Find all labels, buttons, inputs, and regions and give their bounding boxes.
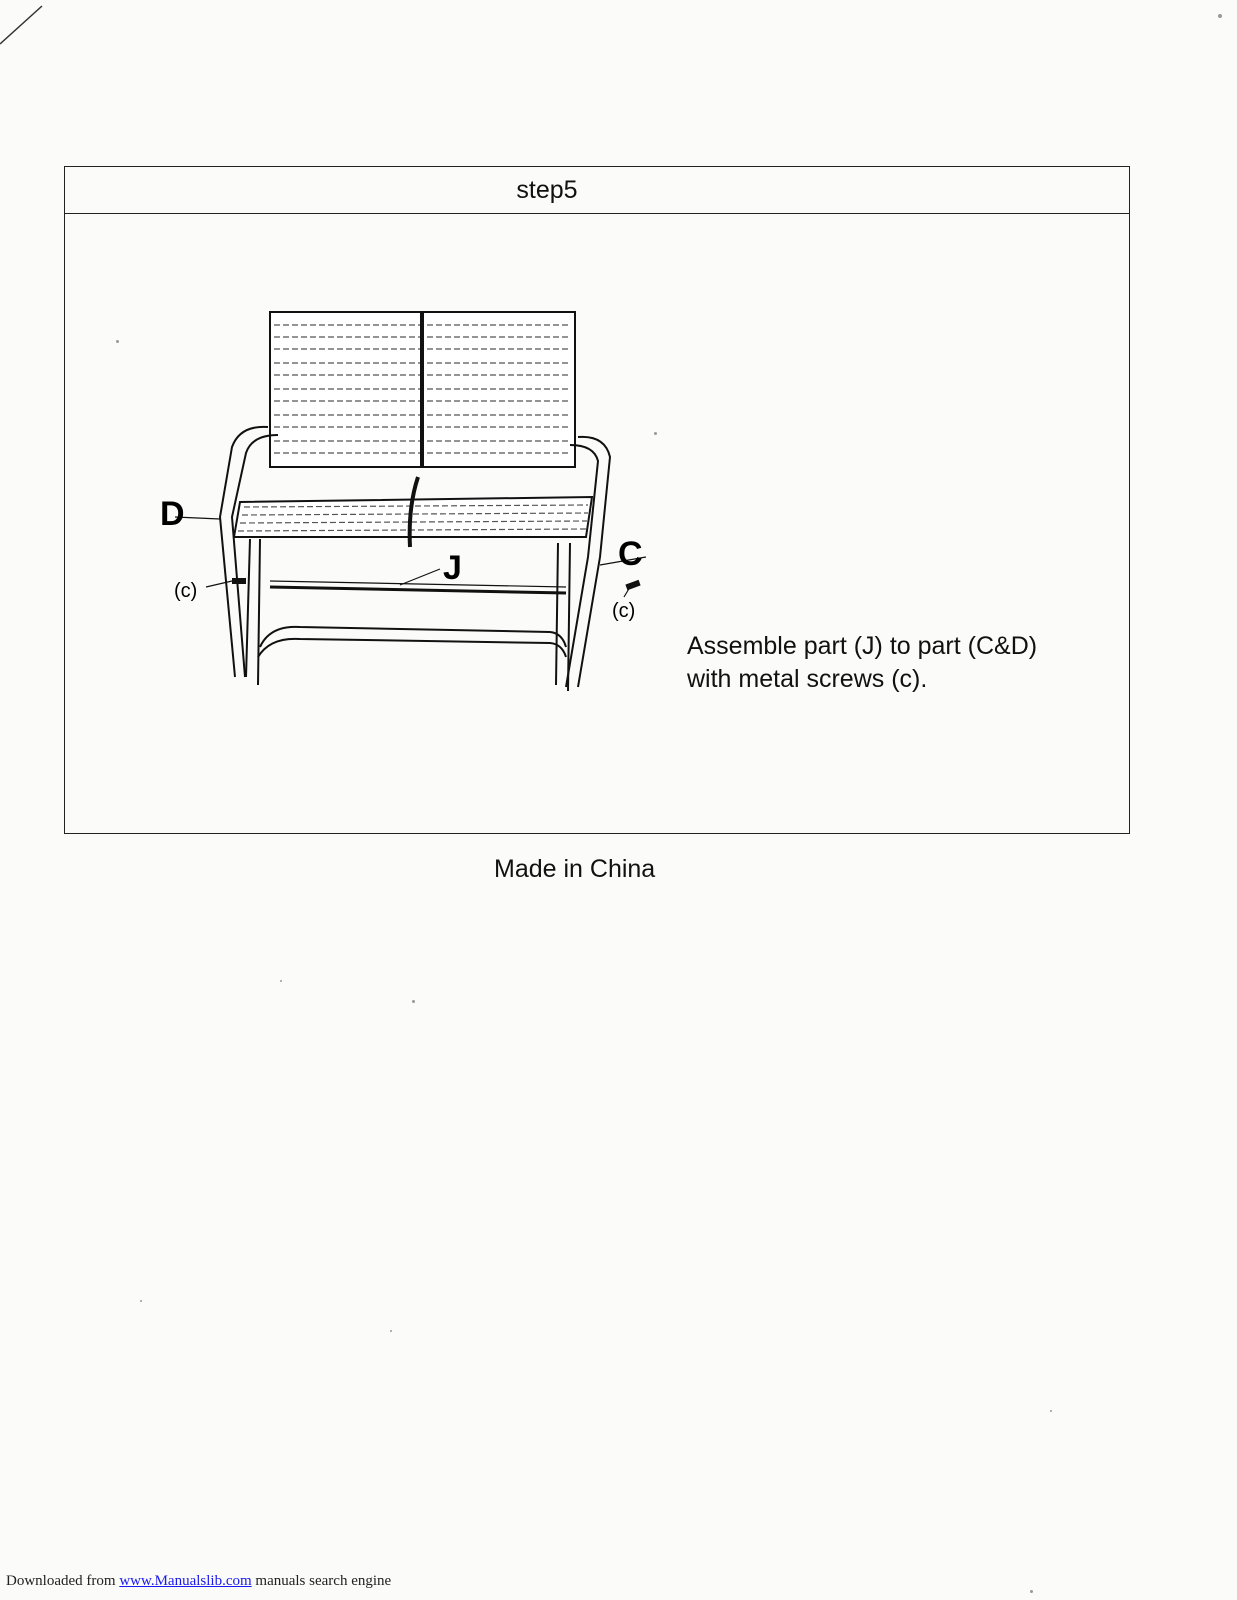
origin-label: Made in China xyxy=(494,855,656,883)
scan-speck xyxy=(140,1300,142,1302)
callout-J: J xyxy=(443,549,462,587)
step-header xyxy=(65,167,1129,214)
scan-speck xyxy=(116,340,119,343)
instruction-line-2: with metal screws (c). xyxy=(687,665,928,693)
scan-speck xyxy=(1030,1590,1033,1593)
scan-speck xyxy=(654,432,657,435)
step-title: step5 xyxy=(516,175,578,204)
download-footer xyxy=(6,1573,391,1590)
scan-corner-mark xyxy=(0,0,60,60)
callout-C: C xyxy=(618,535,643,573)
callout-screw-right: (c) xyxy=(612,600,636,622)
scan-speck xyxy=(1218,14,1222,18)
instruction-line-1: Assemble part (J) to part (C&D) xyxy=(687,632,1038,660)
footer-suffix: manuals search engine xyxy=(255,1573,392,1589)
callout-D: D xyxy=(160,495,185,533)
step-instruction xyxy=(687,630,1107,696)
scan-speck xyxy=(280,980,282,982)
step-panel xyxy=(64,166,1130,834)
callout-screw-left: (c) xyxy=(174,580,198,602)
glider-bench-illustration xyxy=(160,307,660,727)
footer-prefix: Downloaded from xyxy=(6,1573,116,1589)
scan-speck xyxy=(390,1330,392,1332)
scan-speck xyxy=(1050,1410,1052,1412)
manualslib-link[interactable]: www.Manualslib.com xyxy=(119,1573,252,1589)
scan-speck xyxy=(412,1000,415,1003)
